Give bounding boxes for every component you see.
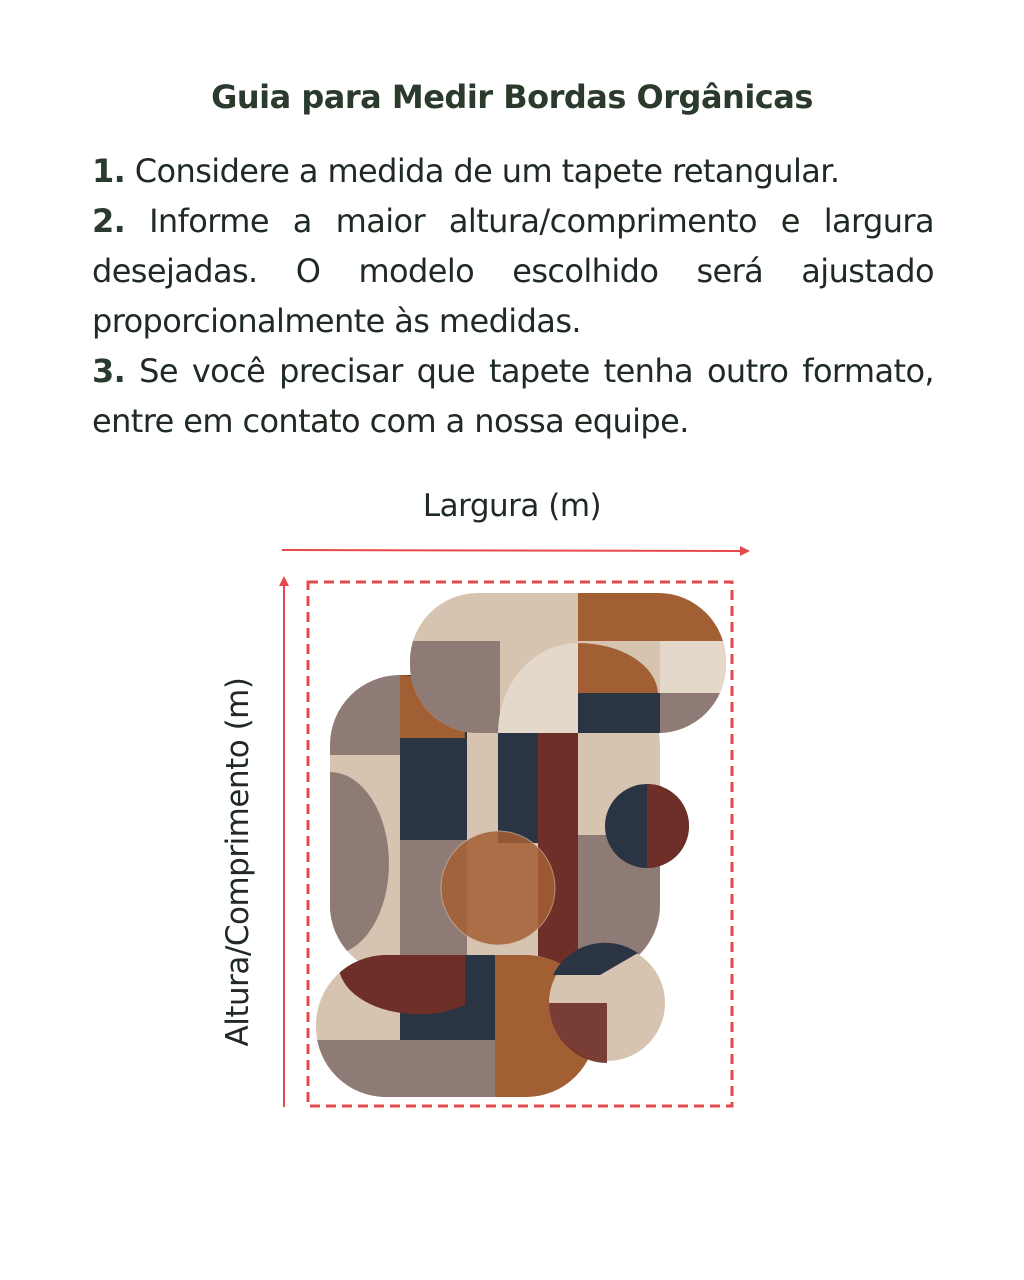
step-text: Se você precisar que tapete tenha outro formato, entre em contato com a nossa equipe. xyxy=(92,352,934,440)
width-arrow xyxy=(282,546,750,556)
rug-illustration xyxy=(316,593,726,1097)
step-text: Informe a maior altura/comprimento e largura desejadas. O modelo escolhido será ajustado proporcionalmente às medidas. xyxy=(92,202,934,340)
rug-circle-center xyxy=(441,831,555,945)
height-arrow xyxy=(279,576,289,1107)
width-label: Largura (m) xyxy=(422,488,602,524)
page-title: Guia para Medir Bordas Orgânicas xyxy=(211,78,813,116)
step-number: 2. xyxy=(92,202,126,240)
step-number: 1. xyxy=(92,152,126,190)
step-text: Considere a medida de um tapete retangular. xyxy=(125,152,840,190)
rug-top-section xyxy=(410,593,726,733)
height-label: Altura/Comprimento (m) xyxy=(220,677,256,1047)
step-number: 3. xyxy=(92,352,126,390)
